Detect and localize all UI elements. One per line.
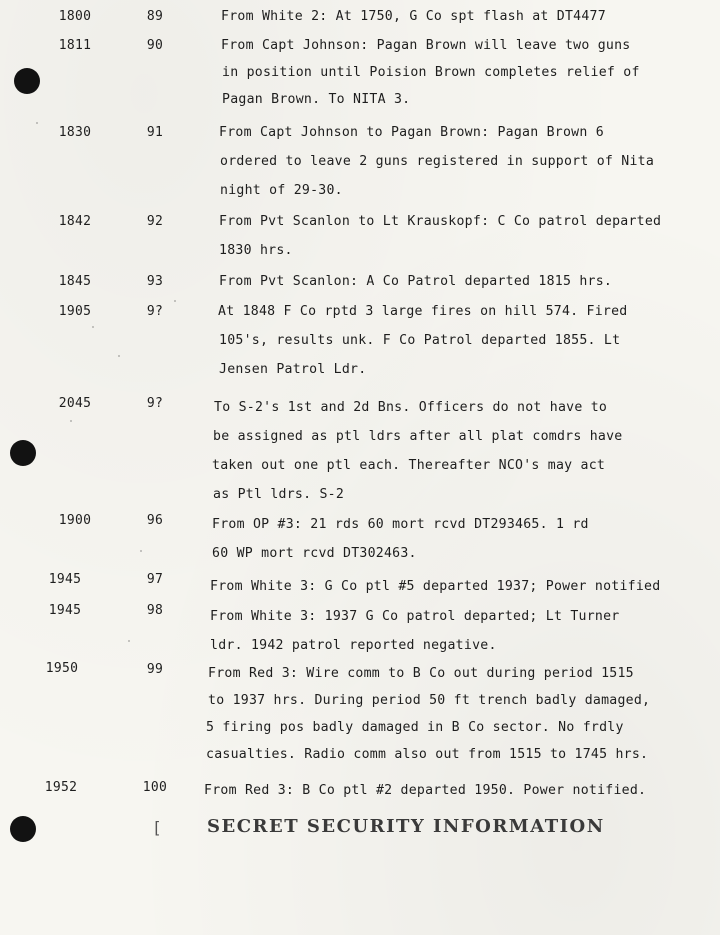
entry-number: 91 bbox=[146, 125, 164, 140]
entry-line: night of 29-30. bbox=[220, 183, 343, 198]
entry-line: From OP #3: 21 rds 60 mort rcvd DT293465. 1 rd bbox=[212, 517, 589, 532]
entry-line: ldr. 1942 patrol reported negative. bbox=[210, 638, 497, 653]
entry-line: To S-2's 1st and 2d Bns. Officers do not have to bbox=[214, 400, 608, 415]
entry-number: 9? bbox=[146, 304, 164, 319]
entry-number: 92 bbox=[146, 214, 164, 229]
entry-line: 60 WP mort rcvd DT302463. bbox=[212, 546, 417, 561]
entry-line: casualties. Radio comm also out from 1515 to 1745 hrs. bbox=[206, 747, 649, 762]
entry-line: 105's, results unk. F Co Patrol departed 1855. Lt bbox=[219, 333, 621, 348]
entry-line: as Ptl ldrs. S-2 bbox=[213, 487, 345, 502]
entry-time: 1950 bbox=[45, 661, 79, 676]
scan-speck bbox=[140, 550, 142, 552]
entry-time: 1905 bbox=[58, 304, 92, 319]
entry-line: 5 firing pos badly damaged in B Co sector. No frdly bbox=[206, 720, 624, 735]
scan-speck bbox=[118, 355, 120, 357]
entry-line: From Capt Johnson to Pagan Brown: Pagan Brown 6 bbox=[219, 125, 604, 140]
entry-time: 1952 bbox=[44, 780, 78, 795]
punch-hole-bottom bbox=[10, 816, 36, 842]
entry-line: be assigned as ptl ldrs after all plat comdrs have bbox=[213, 429, 623, 444]
entry-line: Jensen Patrol Ldr. bbox=[219, 362, 367, 377]
entry-time: 1842 bbox=[58, 214, 92, 229]
entry-line: From Capt Johnson: Pagan Brown will leave two guns bbox=[221, 38, 631, 53]
punch-hole-middle bbox=[10, 440, 36, 466]
scan-speck bbox=[92, 326, 94, 328]
entry-time: 1830 bbox=[58, 125, 92, 140]
entry-time: 1945 bbox=[48, 603, 82, 618]
entry-number: 100 bbox=[142, 780, 168, 795]
entry-line: in position until Poision Brown completes relief of bbox=[222, 65, 640, 80]
security-classification-footer: SECRET SECURITY INFORMATION bbox=[207, 816, 605, 837]
entry-line: From Red 3: Wire comm to B Co out during period 1515 bbox=[208, 666, 634, 681]
entry-line: From Pvt Scanlon to Lt Krauskopf: C Co patrol departed bbox=[219, 214, 662, 229]
entry-time: 1945 bbox=[48, 572, 82, 587]
entry-line: At 1848 F Co rptd 3 large fires on hill 574. Fired bbox=[218, 304, 628, 319]
entry-line: taken out one ptl each. Thereafter NCO's may act bbox=[212, 458, 606, 473]
entry-time: 1900 bbox=[58, 513, 92, 528]
entry-number: 9? bbox=[146, 396, 164, 411]
entry-line: 1830 hrs. bbox=[219, 243, 293, 258]
entry-line: From White 2: At 1750, G Co spt flash at DT4477 bbox=[221, 9, 606, 24]
entry-line: ordered to leave 2 guns registered in support of Nita bbox=[220, 154, 655, 169]
punch-hole-top bbox=[14, 68, 40, 94]
scan-speck bbox=[70, 420, 72, 422]
entry-line: From Red 3: B Co ptl #2 departed 1950. Power notified. bbox=[204, 783, 647, 798]
entry-number: 93 bbox=[146, 274, 164, 289]
entry-time: 1845 bbox=[58, 274, 92, 289]
entry-line: to 1937 hrs. During period 50 ft trench badly damaged, bbox=[208, 693, 651, 708]
entry-time: 1800 bbox=[58, 9, 92, 24]
entry-line: Pagan Brown. To NITA 3. bbox=[222, 92, 411, 107]
entry-number: 97 bbox=[146, 572, 164, 587]
entry-time: 2045 bbox=[58, 396, 92, 411]
scan-speck bbox=[128, 640, 130, 642]
scan-speck bbox=[174, 300, 176, 302]
entry-number: 90 bbox=[146, 38, 164, 53]
entry-number: 99 bbox=[146, 662, 164, 677]
entry-time: 1811 bbox=[58, 38, 92, 53]
scan-speck bbox=[36, 122, 38, 124]
entry-number: 98 bbox=[146, 603, 164, 618]
entry-number: 96 bbox=[146, 513, 164, 528]
margin-mark: [ bbox=[152, 818, 162, 837]
entry-line: From White 3: 1937 G Co patrol departed; Lt Turner bbox=[210, 609, 620, 624]
entry-line: From White 3: G Co ptl #5 departed 1937; Power notified bbox=[210, 579, 661, 594]
entry-line: From Pvt Scanlon: A Co Patrol departed 1815 hrs. bbox=[219, 274, 613, 289]
entry-number: 89 bbox=[146, 9, 164, 24]
